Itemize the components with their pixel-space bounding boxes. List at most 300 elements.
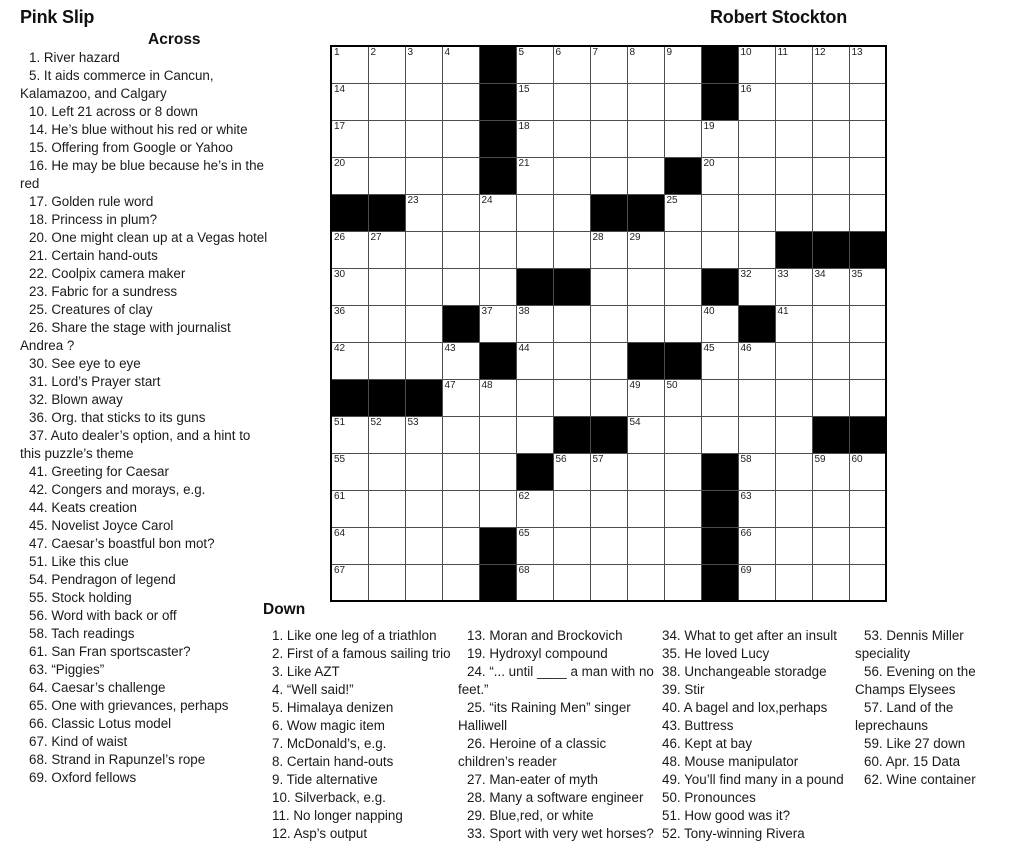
grid-cell-r13c1[interactable] [331, 490, 368, 527]
grid-cell-r4c7[interactable] [553, 157, 590, 194]
grid-row [331, 490, 886, 527]
grid-cell-r12c2[interactable] [368, 453, 405, 490]
grid-row [331, 83, 886, 120]
down-section-header: Down [263, 601, 306, 618]
cell-number: 10 [740, 47, 752, 58]
cell-number: 40 [703, 305, 715, 317]
grid-cell-r12c14[interactable] [812, 453, 849, 490]
cell-number: 24 [481, 194, 493, 206]
cell-number: 6 [555, 47, 562, 58]
down-clue-19: 19. Hydroxyl compound [467, 646, 608, 661]
grid-cell-r8c9[interactable] [627, 305, 664, 342]
across-clue-list [20, 49, 270, 787]
grid-cell-r6c4[interactable] [442, 231, 479, 268]
cell-number: 20 [703, 157, 715, 169]
grid-cell-r12c9[interactable] [627, 453, 664, 490]
grid-cell-r9c13[interactable] [775, 342, 812, 379]
grid-cell-r11c5[interactable] [479, 416, 516, 453]
grid-cell-r4c13[interactable] [775, 157, 812, 194]
grid-cell-r3c3[interactable] [405, 120, 442, 157]
grid-cell-r1c7[interactable] [553, 46, 590, 83]
cell-number: 25 [666, 194, 678, 206]
grid-cell-r11c13[interactable] [775, 416, 812, 453]
across-clue-17: 17. Golden rule word [29, 194, 154, 209]
black-cell [701, 268, 738, 305]
black-cell [812, 231, 849, 268]
grid-cell-r1c3[interactable] [405, 46, 442, 83]
down-clue-column-3 [653, 627, 861, 843]
down-clue-25: 25. “its Raining Men” singer Halliwell [458, 700, 631, 733]
grid-cell-r10c6[interactable] [516, 379, 553, 416]
down-clue-4: 4. “Well said!” [272, 682, 354, 697]
grid-cell-r8c7[interactable] [553, 305, 590, 342]
grid-cell-r5c10[interactable] [664, 194, 701, 231]
grid-cell-r13c13[interactable] [775, 490, 812, 527]
grid-cell-r9c15[interactable] [849, 342, 886, 379]
grid-cell-r8c6[interactable] [516, 305, 553, 342]
grid-cell-r9c8[interactable] [590, 342, 627, 379]
cell-number: 57 [592, 453, 604, 465]
grid-cell-r15c15[interactable] [849, 564, 886, 601]
black-cell [553, 416, 590, 453]
across-clue-25: 25. Creatures of clay [29, 302, 153, 317]
grid-cell-r10c4[interactable] [442, 379, 479, 416]
down-clue-27: 27. Man-eater of myth [467, 772, 598, 787]
grid-cell-r7c14[interactable] [812, 268, 849, 305]
grid-cell-r10c8[interactable] [590, 379, 627, 416]
grid-cell-r9c7[interactable] [553, 342, 590, 379]
grid-cell-r15c14[interactable] [812, 564, 849, 601]
grid-cell-r12c1[interactable] [331, 453, 368, 490]
cell-number: 42 [334, 342, 346, 354]
grid-cell-r5c6[interactable] [516, 194, 553, 231]
grid-cell-r10c9[interactable] [627, 379, 664, 416]
cell-number: 5 [518, 47, 525, 58]
cell-number: 58 [740, 453, 752, 465]
grid-cell-r14c10[interactable] [664, 527, 701, 564]
grid-cell-r5c11[interactable] [701, 194, 738, 231]
grid-cell-r8c13[interactable] [775, 305, 812, 342]
grid-cell-r14c6[interactable] [516, 527, 553, 564]
cell-number: 55 [334, 453, 346, 465]
grid-cell-r5c15[interactable] [849, 194, 886, 231]
grid-cell-r9c4[interactable] [442, 342, 479, 379]
grid-cell-r2c15[interactable] [849, 83, 886, 120]
cell-number: 36 [334, 305, 346, 317]
grid-cell-r4c14[interactable] [812, 157, 849, 194]
down-clue-43: 43. Buttress [662, 718, 734, 733]
cell-number: 2 [370, 47, 377, 58]
grid-cell-r3c14[interactable] [812, 120, 849, 157]
down-clue-5: 5. Himalaya denizen [272, 700, 394, 715]
cell-number: 11 [777, 47, 788, 58]
grid-cell-r3c11[interactable] [701, 120, 738, 157]
grid-cell-r2c1[interactable] [331, 83, 368, 120]
grid-cell-r2c8[interactable] [590, 83, 627, 120]
down-clue-13: 13. Moran and Brockovich [467, 628, 623, 643]
grid-row [331, 231, 886, 268]
grid-cell-r10c13[interactable] [775, 379, 812, 416]
grid-cell-r12c12[interactable] [738, 453, 775, 490]
grid-cell-r1c8[interactable] [590, 46, 627, 83]
grid-cell-r7c4[interactable] [442, 268, 479, 305]
grid-cell-r9c1[interactable] [331, 342, 368, 379]
across-clue-30: 30. See eye to eye [29, 356, 141, 371]
grid-cell-r9c12[interactable] [738, 342, 775, 379]
grid-cell-r3c10[interactable] [664, 120, 701, 157]
cell-number: 18 [518, 120, 530, 132]
puzzle-author: Robert Stockton [710, 7, 848, 27]
grid-cell-r15c10[interactable] [664, 564, 701, 601]
grid-cell-r6c11[interactable] [701, 231, 738, 268]
grid-cell-r12c7[interactable] [553, 453, 590, 490]
grid-cell-r8c5[interactable] [479, 305, 516, 342]
down-clue-9: 9. Tide alternative [272, 772, 378, 787]
black-cell [738, 305, 775, 342]
across-clue-37: 37. Auto dealer’s option, and a hint to this puzzle’s theme [20, 428, 251, 461]
grid-cell-r14c15[interactable] [849, 527, 886, 564]
across-clue-54: 54. Pendragon of legend [29, 572, 176, 587]
cell-number: 32 [740, 268, 752, 280]
grid-cell-r10c7[interactable] [553, 379, 590, 416]
grid-cell-r12c3[interactable] [405, 453, 442, 490]
grid-row [331, 120, 886, 157]
grid-cell-r3c12[interactable] [738, 120, 775, 157]
grid-cell-r1c12[interactable] [738, 46, 775, 83]
black-cell [701, 453, 738, 490]
cell-number: 53 [407, 416, 419, 428]
grid-cell-r11c12[interactable] [738, 416, 775, 453]
cell-number: 28 [592, 231, 604, 243]
grid-cell-r10c10[interactable] [664, 379, 701, 416]
grid-cell-r9c6[interactable] [516, 342, 553, 379]
grid-cell-r2c14[interactable] [812, 83, 849, 120]
grid-cell-r9c3[interactable] [405, 342, 442, 379]
grid-cell-r3c15[interactable] [849, 120, 886, 157]
grid-cell-r14c12[interactable] [738, 527, 775, 564]
across-clue-23: 23. Fabric for a sundress [29, 284, 178, 299]
cell-number: 54 [629, 416, 641, 428]
grid-cell-r15c12[interactable] [738, 564, 775, 601]
down-clue-3: 3. Like AZT [272, 664, 340, 679]
grid-cell-r4c1[interactable] [331, 157, 368, 194]
black-cell [553, 268, 590, 305]
black-cell [701, 564, 738, 601]
down-clue-38: 38. Unchangeable storadge [662, 664, 827, 679]
grid-cell-r7c3[interactable] [405, 268, 442, 305]
grid-cell-r15c8[interactable] [590, 564, 627, 601]
cell-number: 37 [481, 305, 493, 317]
grid-cell-r14c8[interactable] [590, 527, 627, 564]
grid-cell-r15c7[interactable] [553, 564, 590, 601]
grid-cell-r15c4[interactable] [442, 564, 479, 601]
grid-cell-r10c15[interactable] [849, 379, 886, 416]
grid-cell-r8c15[interactable] [849, 305, 886, 342]
grid-cell-r5c13[interactable] [775, 194, 812, 231]
grid-cell-r2c10[interactable] [664, 83, 701, 120]
grid-cell-r3c9[interactable] [627, 120, 664, 157]
grid-cell-r14c4[interactable] [442, 527, 479, 564]
grid-cell-r2c2[interactable] [368, 83, 405, 120]
grid-cell-r14c9[interactable] [627, 527, 664, 564]
across-clue-56: 56. Word with back or off [29, 608, 177, 623]
grid-cell-r1c15[interactable] [849, 46, 886, 83]
grid-cell-r10c12[interactable] [738, 379, 775, 416]
grid-cell-r13c10[interactable] [664, 490, 701, 527]
grid-cell-r4c9[interactable] [627, 157, 664, 194]
grid-cell-r8c11[interactable] [701, 305, 738, 342]
down-clue-column-1 [263, 627, 459, 843]
grid-cell-r8c3[interactable] [405, 305, 442, 342]
grid-row [331, 157, 886, 194]
grid-cell-r13c9[interactable] [627, 490, 664, 527]
grid-cell-r3c6[interactable] [516, 120, 553, 157]
grid-cell-r9c2[interactable] [368, 342, 405, 379]
cell-number: 51 [334, 416, 346, 428]
grid-cell-r11c6[interactable] [516, 416, 553, 453]
grid-cell-r4c11[interactable] [701, 157, 738, 194]
grid-row [331, 194, 886, 231]
down-clue-53: 53. Dennis Miller speciality [855, 628, 964, 661]
grid-cell-r1c2[interactable] [368, 46, 405, 83]
grid-cell-r12c15[interactable] [849, 453, 886, 490]
grid-cell-r14c1[interactable] [331, 527, 368, 564]
grid-cell-r8c1[interactable] [331, 305, 368, 342]
grid-cell-r6c12[interactable] [738, 231, 775, 268]
grid-cell-r13c12[interactable] [738, 490, 775, 527]
grid-cell-r8c8[interactable] [590, 305, 627, 342]
black-cell [479, 46, 516, 83]
grid-cell-r1c10[interactable] [664, 46, 701, 83]
cell-number: 14 [334, 83, 346, 95]
grid-cell-r4c6[interactable] [516, 157, 553, 194]
cell-number: 52 [370, 416, 382, 428]
black-cell [479, 342, 516, 379]
grid-cell-r14c14[interactable] [812, 527, 849, 564]
grid-cell-r15c13[interactable] [775, 564, 812, 601]
grid-cell-r12c13[interactable] [775, 453, 812, 490]
grid-cell-r1c9[interactable] [627, 46, 664, 83]
cell-number: 65 [518, 527, 530, 539]
grid-cell-r2c4[interactable] [442, 83, 479, 120]
grid-cell-r11c3[interactable] [405, 416, 442, 453]
grid-cell-r15c2[interactable] [368, 564, 405, 601]
grid-cell-r14c3[interactable] [405, 527, 442, 564]
grid-cell-r13c15[interactable] [849, 490, 886, 527]
grid-cell-r7c9[interactable] [627, 268, 664, 305]
grid-cell-r2c13[interactable] [775, 83, 812, 120]
grid-cell-r1c14[interactable] [812, 46, 849, 83]
grid-cell-r6c8[interactable] [590, 231, 627, 268]
grid-cell-r7c15[interactable] [849, 268, 886, 305]
down-clue-1: 1. Like one leg of a triathlon [272, 628, 437, 643]
grid-cell-r2c12[interactable] [738, 83, 775, 120]
down-clue-48: 48. Mouse manipulator [662, 754, 799, 769]
grid-cell-r4c2[interactable] [368, 157, 405, 194]
across-clue-26: 26. Share the stage with journalist Andrea ? [20, 320, 231, 353]
grid-cell-r13c8[interactable] [590, 490, 627, 527]
grid-cell-r7c12[interactable] [738, 268, 775, 305]
cell-number: 45 [703, 342, 715, 354]
cell-number: 64 [334, 527, 346, 539]
cell-number: 46 [740, 342, 752, 354]
grid-cell-r15c9[interactable] [627, 564, 664, 601]
across-clue-61: 61. San Fran sportscaster? [29, 644, 191, 659]
grid-cell-r5c4[interactable] [442, 194, 479, 231]
grid-cell-r7c2[interactable] [368, 268, 405, 305]
grid-cell-r5c14[interactable] [812, 194, 849, 231]
grid-cell-r12c8[interactable] [590, 453, 627, 490]
grid-cell-r12c5[interactable] [479, 453, 516, 490]
cell-number: 27 [370, 231, 382, 243]
grid-cell-r14c13[interactable] [775, 527, 812, 564]
cell-number: 50 [666, 379, 678, 391]
grid-cell-r9c11[interactable] [701, 342, 738, 379]
grid-cell-r4c12[interactable] [738, 157, 775, 194]
across-clue-1: 1. River hazard [29, 50, 120, 65]
grid-cell-r2c9[interactable] [627, 83, 664, 120]
grid-cell-r6c10[interactable] [664, 231, 701, 268]
grid-cell-r12c4[interactable] [442, 453, 479, 490]
black-cell [627, 194, 664, 231]
grid-cell-r11c10[interactable] [664, 416, 701, 453]
grid-cell-r4c8[interactable] [590, 157, 627, 194]
grid-cell-r7c8[interactable] [590, 268, 627, 305]
cell-number: 59 [814, 453, 826, 465]
grid-cell-r6c7[interactable] [553, 231, 590, 268]
black-cell [331, 379, 368, 416]
grid-cell-r7c13[interactable] [775, 268, 812, 305]
grid-cell-r5c12[interactable] [738, 194, 775, 231]
grid-cell-r1c6[interactable] [516, 46, 553, 83]
across-clue-58: 58. Tach readings [29, 626, 135, 641]
across-clue-14: 14. He’s blue without his red or white [29, 122, 248, 137]
grid-cell-r6c2[interactable] [368, 231, 405, 268]
grid-cell-r3c4[interactable] [442, 120, 479, 157]
grid-cell-r13c5[interactable] [479, 490, 516, 527]
grid-cell-r2c6[interactable] [516, 83, 553, 120]
black-cell [479, 564, 516, 601]
grid-cell-r3c13[interactable] [775, 120, 812, 157]
grid-cell-r15c3[interactable] [405, 564, 442, 601]
grid-row [331, 453, 886, 490]
cell-number: 49 [629, 379, 641, 391]
cell-number: 15 [518, 83, 530, 95]
grid-cell-r6c1[interactable] [331, 231, 368, 268]
grid-cell-r7c5[interactable] [479, 268, 516, 305]
down-clue-56: 56. Evening on the Champs Elysees [855, 664, 976, 697]
black-cell [590, 194, 627, 231]
down-clue-26: 26. Heroine of a classic children’s reader [458, 736, 607, 769]
across-section-header: Across [148, 31, 201, 48]
grid-cell-r7c10[interactable] [664, 268, 701, 305]
grid-cell-r13c14[interactable] [812, 490, 849, 527]
grid-cell-r8c14[interactable] [812, 305, 849, 342]
grid-cell-r13c3[interactable] [405, 490, 442, 527]
grid-cell-r3c1[interactable] [331, 120, 368, 157]
grid-cell-r6c3[interactable] [405, 231, 442, 268]
grid-cell-r13c7[interactable] [553, 490, 590, 527]
grid-cell-r14c7[interactable] [553, 527, 590, 564]
grid-cell-r5c7[interactable] [553, 194, 590, 231]
down-clue-7: 7. McDonald’s, e.g. [272, 736, 387, 751]
grid-cell-r4c4[interactable] [442, 157, 479, 194]
grid-cell-r10c5[interactable] [479, 379, 516, 416]
grid-cell-r1c1[interactable] [331, 46, 368, 83]
cell-number: 20 [334, 157, 346, 169]
grid-cell-r11c9[interactable] [627, 416, 664, 453]
grid-cell-r13c6[interactable] [516, 490, 553, 527]
down-clue-12: 12. Asp’s output [272, 826, 368, 841]
across-clue-31: 31. Lord’s Prayer start [29, 374, 161, 389]
grid-row [331, 416, 886, 453]
grid-cell-r1c13[interactable] [775, 46, 812, 83]
grid-cell-r15c1[interactable] [331, 564, 368, 601]
across-clue-67: 67. Kind of waist [29, 734, 128, 749]
grid-cell-r5c3[interactable] [405, 194, 442, 231]
grid-cell-r11c11[interactable] [701, 416, 738, 453]
black-cell [849, 416, 886, 453]
grid-cell-r11c4[interactable] [442, 416, 479, 453]
grid-cell-r13c4[interactable] [442, 490, 479, 527]
grid-cell-r2c7[interactable] [553, 83, 590, 120]
down-clue-60: 60. Apr. 15 Data [864, 754, 961, 769]
crossword-grid-table [330, 45, 887, 602]
black-cell [368, 194, 405, 231]
grid-cell-r15c6[interactable] [516, 564, 553, 601]
black-cell [442, 305, 479, 342]
cell-number: 38 [518, 305, 530, 317]
black-cell [664, 342, 701, 379]
down-clue-57: 57. Land of the leprechauns [855, 700, 954, 733]
grid-cell-r3c7[interactable] [553, 120, 590, 157]
grid-cell-r2c3[interactable] [405, 83, 442, 120]
grid-cell-r14c2[interactable] [368, 527, 405, 564]
grid-cell-r8c2[interactable] [368, 305, 405, 342]
grid-cell-r6c9[interactable] [627, 231, 664, 268]
cell-number: 35 [851, 268, 863, 280]
grid-cell-r10c14[interactable] [812, 379, 849, 416]
cell-number: 12 [814, 47, 826, 58]
grid-cell-r9c14[interactable] [812, 342, 849, 379]
grid-cell-r3c8[interactable] [590, 120, 627, 157]
down-clue-8: 8. Certain hand-outs [272, 754, 394, 769]
grid-cell-r4c3[interactable] [405, 157, 442, 194]
cell-number: 43 [444, 342, 456, 354]
grid-cell-r10c11[interactable] [701, 379, 738, 416]
grid-cell-r12c10[interactable] [664, 453, 701, 490]
grid-cell-r6c6[interactable] [516, 231, 553, 268]
cell-number: 48 [481, 379, 493, 391]
grid-cell-r6c5[interactable] [479, 231, 516, 268]
cell-number: 41 [777, 305, 789, 317]
black-cell [701, 83, 738, 120]
down-clue-39: 39. Stir [662, 682, 705, 697]
grid-cell-r11c1[interactable] [331, 416, 368, 453]
grid-cell-r8c10[interactable] [664, 305, 701, 342]
grid-cell-r3c2[interactable] [368, 120, 405, 157]
down-clue-49: 49. You’ll find many in a pound [662, 772, 844, 787]
grid-cell-r4c15[interactable] [849, 157, 886, 194]
grid-cell-r7c1[interactable] [331, 268, 368, 305]
across-clue-44: 44. Keats creation [29, 500, 137, 515]
grid-cell-r1c4[interactable] [442, 46, 479, 83]
cell-number: 69 [740, 564, 752, 576]
grid-cell-r5c5[interactable] [479, 194, 516, 231]
cell-number: 68 [518, 564, 530, 576]
grid-cell-r11c2[interactable] [368, 416, 405, 453]
grid-cell-r13c2[interactable] [368, 490, 405, 527]
